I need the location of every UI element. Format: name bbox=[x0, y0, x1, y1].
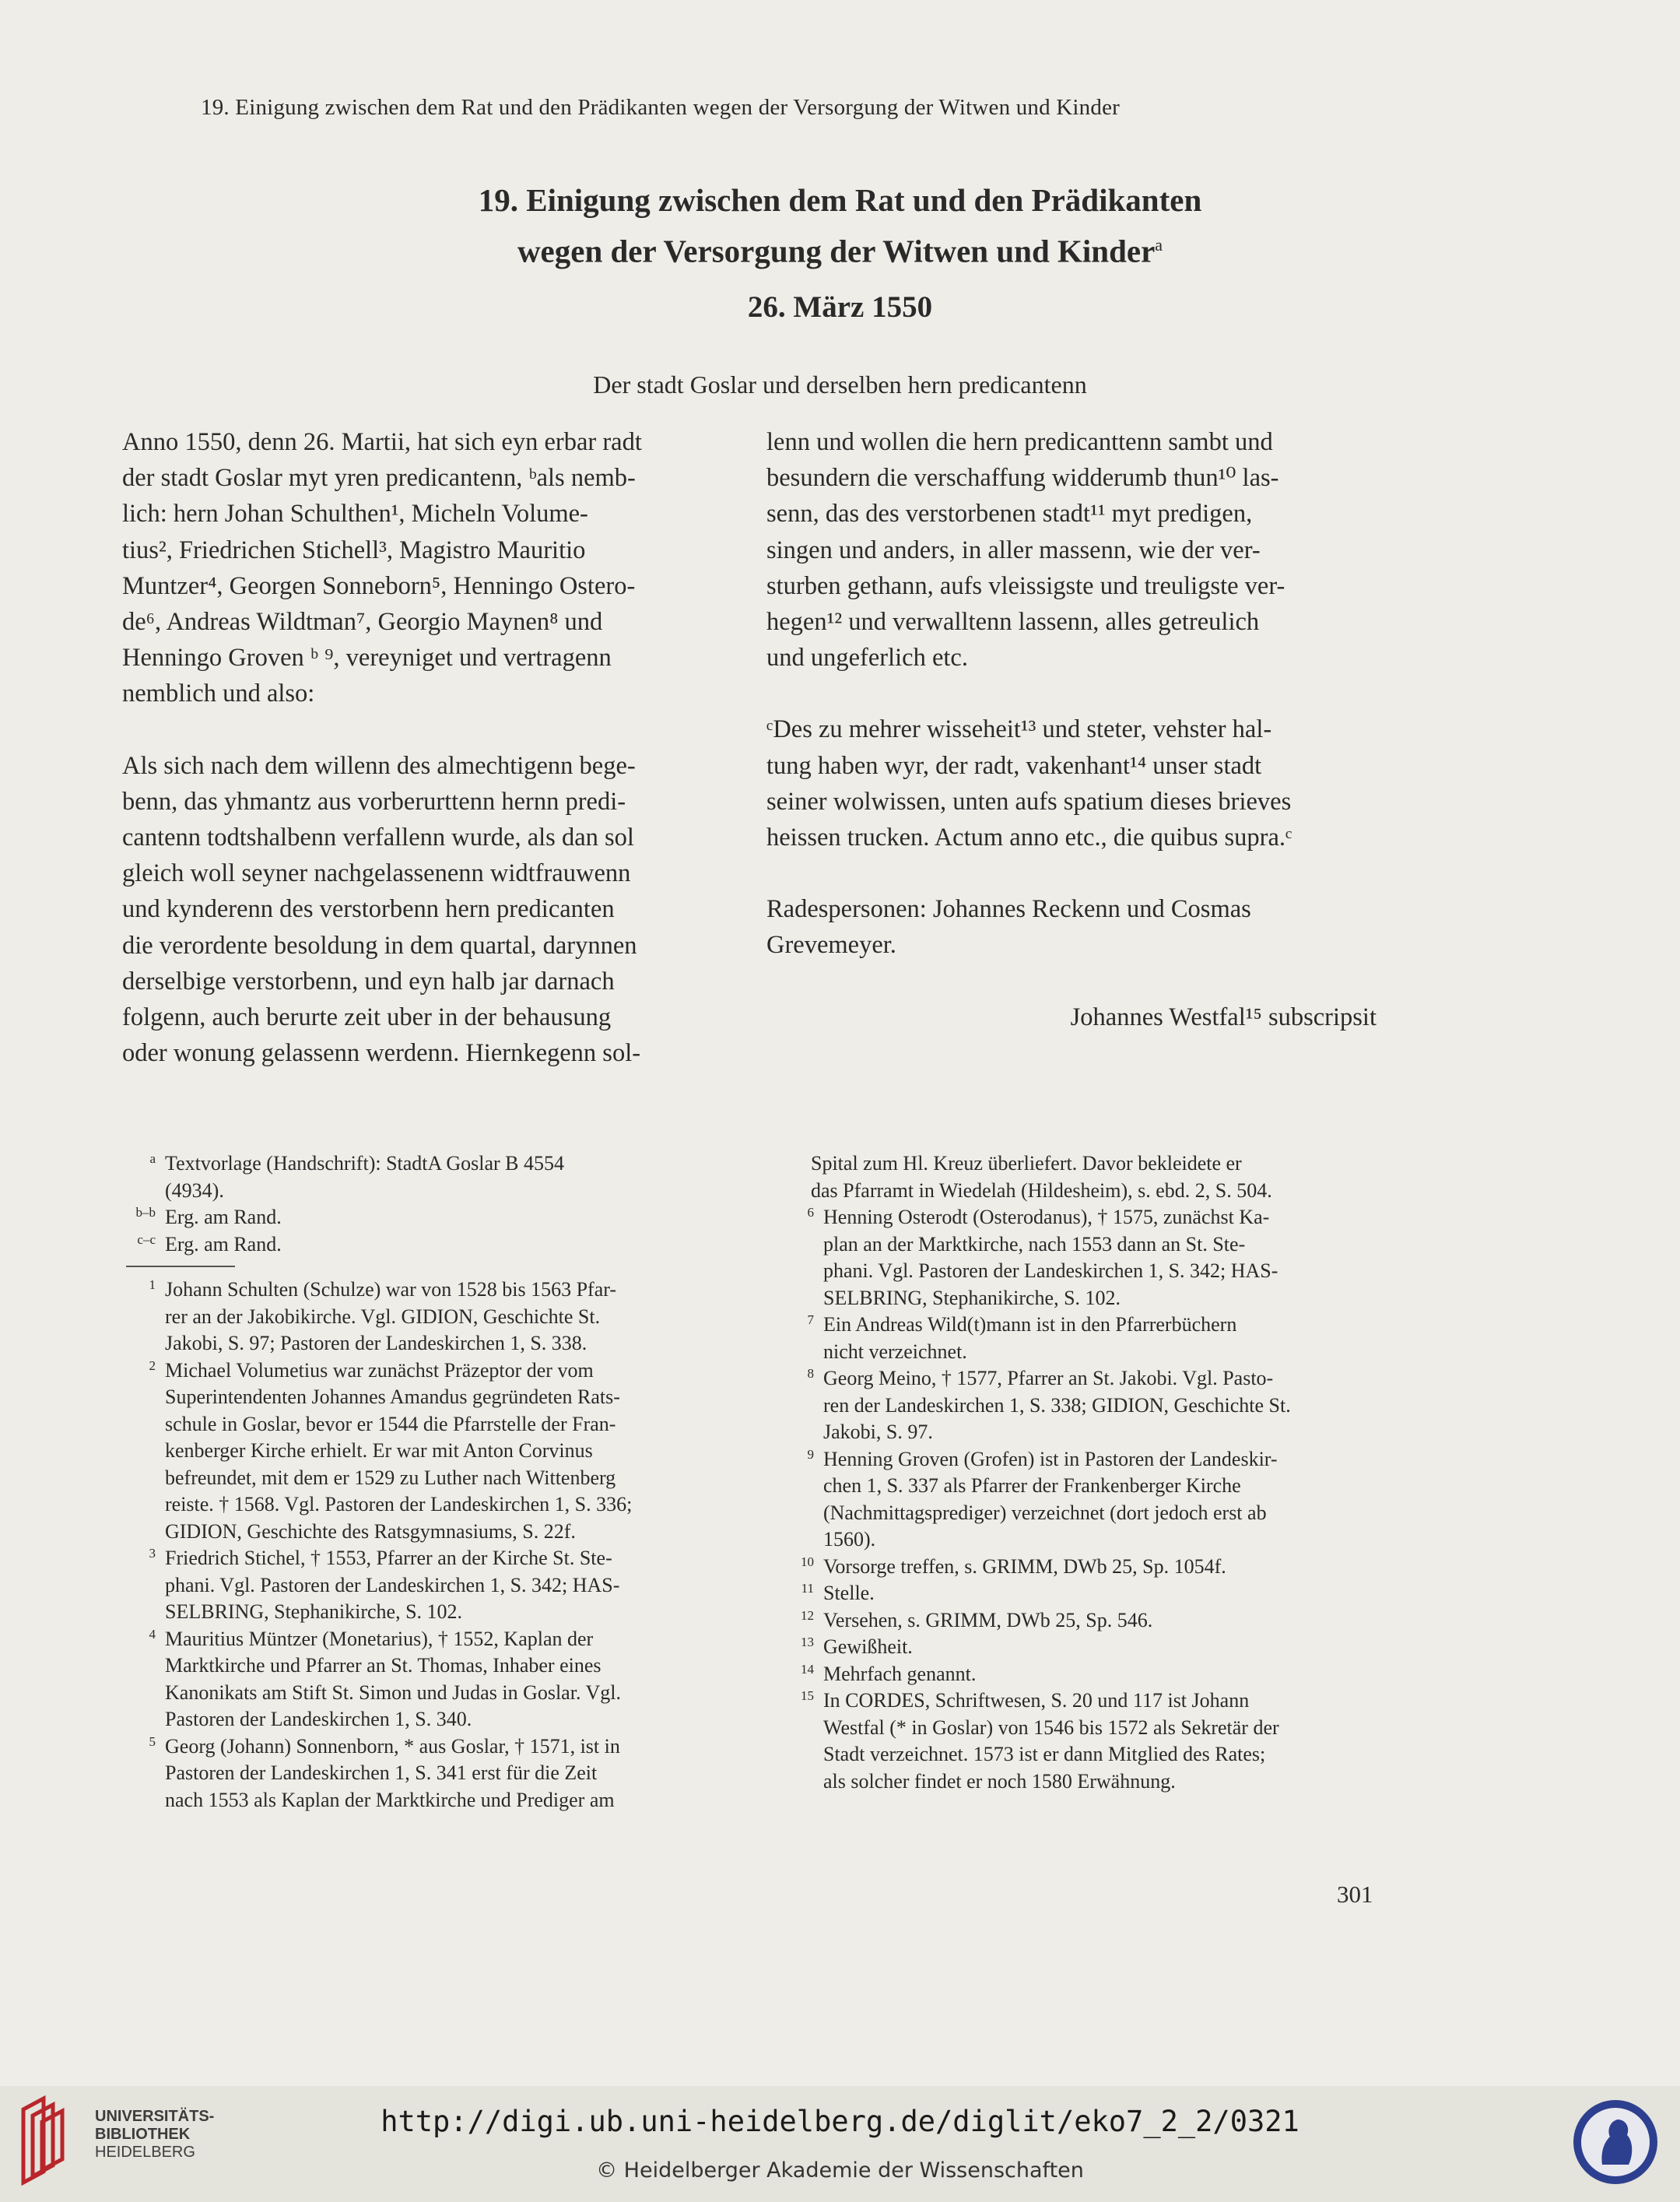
footnote-mark: 9 bbox=[807, 1446, 814, 1462]
footnote-mark: 5 bbox=[149, 1733, 156, 1749]
footnote-line: nach 1553 als Kaplan der Marktkirche und Prediger am bbox=[165, 1788, 615, 1811]
footnote-line: das Pfarramt in Wiedelah (Hildesheim), s. ebd. 2, S. 504. bbox=[811, 1178, 1272, 1202]
text-line: seiner wolwissen, unten aufs spatium dieses brieves bbox=[766, 787, 1292, 816]
text-line: gleich woll seyner nachgelassenenn widtfrauwenn bbox=[122, 859, 631, 888]
text-line: benn, das yhmantz aus vorberurttenn hernn predi- bbox=[122, 787, 626, 816]
footnote bbox=[784, 1687, 1380, 1795]
footnote-line: Kanonikats am Stift St. Simon und Judas in Goslar. Vgl. bbox=[165, 1680, 621, 1704]
footnote-line: plan an der Marktkirche, nach 1553 dann an St. Ste- bbox=[823, 1232, 1246, 1256]
footnote bbox=[126, 1231, 733, 1259]
footnote bbox=[126, 1357, 733, 1546]
right-paragraph-1 bbox=[766, 424, 1377, 676]
footer-bar bbox=[0, 2086, 1680, 2202]
text-line: senn, das des verstorbenen stadt¹¹ myt predigen, bbox=[766, 500, 1253, 529]
footnote-line: Erg. am Rand. bbox=[165, 1206, 282, 1228]
text-line: lenn und wollen die hern predicanttenn sambt und bbox=[766, 428, 1273, 456]
footnote-line: Jakobi, S. 97. bbox=[823, 1421, 933, 1443]
footnote-line: Ein Andreas Wild(t)mann ist in den Pfarrerbüchern bbox=[823, 1313, 1237, 1336]
footnote bbox=[784, 1661, 1380, 1688]
footnote-mark: 2 bbox=[149, 1357, 156, 1373]
footnote-line: Pastoren der Landeskirchen 1, S. 341 erst für die Zeit bbox=[165, 1761, 598, 1784]
footnote bbox=[784, 1607, 1380, 1635]
footnote-mark: 14 bbox=[801, 1661, 814, 1677]
academy-seal-icon bbox=[1571, 2098, 1660, 2186]
text-line: Muntzer⁴, Georgen Sonneborn⁵, Henningo Ostero- bbox=[122, 571, 636, 600]
footnote-mark: 1 bbox=[149, 1277, 156, 1292]
footnote-line: Friedrich Stichel, † 1553, Pfarrer an der Kirche St. Ste- bbox=[165, 1547, 612, 1569]
right-paragraph-3 bbox=[766, 891, 1377, 963]
footnote bbox=[784, 1634, 1380, 1661]
document-date: 26. März 1550 bbox=[747, 290, 933, 324]
footnote-mark: 13 bbox=[801, 1635, 814, 1649]
document-title bbox=[0, 177, 1680, 274]
footnote-line: Vorsorge treffen, s. GRIMM, DWb 25, Sp. 1054f. bbox=[823, 1554, 1226, 1578]
footnote-line: Versehen, s. GRIMM, DWb 25, Sp. 546. bbox=[823, 1608, 1153, 1631]
footnote-mark: 7 bbox=[807, 1312, 814, 1327]
text-line: Als sich nach dem willenn des almechtigenn bege- bbox=[122, 751, 636, 780]
main-text-right-column bbox=[766, 424, 1377, 1035]
text-line: hegen¹² und verwalltenn lassenn, alles getreulich bbox=[766, 608, 1260, 637]
footnote-line: phani. Vgl. Pastoren der Landeskirchen 1, S. 342; HAS- bbox=[165, 1573, 620, 1596]
left-paragraph-1 bbox=[122, 424, 731, 712]
text-line: und ungeferlich etc. bbox=[766, 644, 968, 673]
text-line: oder wonung gelassenn werdenn. Hiernkegenn sol- bbox=[122, 1039, 641, 1068]
footnote-line: GIDION, Geschichte des Ratsgymnasiums, S. 22f. bbox=[165, 1519, 576, 1543]
footnote-line: Gewißheit. bbox=[823, 1635, 913, 1658]
footnote-line: Mehrfach genannt. bbox=[823, 1662, 977, 1685]
footnote bbox=[784, 1150, 1380, 1204]
footnote-line: SELBRING, Stephanikirche, S. 102. bbox=[165, 1600, 463, 1623]
text-line: Radespersonen: Johannes Reckenn und Cosmas bbox=[766, 895, 1251, 924]
permalink-url[interactable]: http://digi.ub.uni-heidelberg.de/diglit/eko7_2_2/0321 bbox=[381, 2105, 1299, 2138]
signature: Johannes Westfal¹⁵ subscripsit bbox=[1070, 1003, 1377, 1031]
footnote-line: Westfal (* in Goslar) von 1546 bis 1572 als Sekretär der bbox=[823, 1716, 1279, 1739]
footnote-mark: 11 bbox=[801, 1581, 814, 1596]
text-line: heissen trucken. Actum anno etc., die quibus supra.ᶜ bbox=[766, 824, 1292, 852]
footnote-line: Erg. am Rand. bbox=[165, 1232, 282, 1256]
text-line: besundern die verschaffung widderumb thun¹⁰ las- bbox=[766, 464, 1279, 493]
footnote-line: Mauritius Müntzer (Monetarius), † 1552, Kaplan der bbox=[165, 1627, 594, 1650]
text-line: derselbige verstorbenn, und eyn halb jar darnach bbox=[122, 967, 615, 996]
footnote-mark: 4 bbox=[149, 1626, 156, 1642]
footnote-line: schule in Goslar, bevor er 1544 die Pfarrstelle der Fran- bbox=[165, 1412, 616, 1435]
footnote-mark: 3 bbox=[149, 1546, 156, 1561]
footnote-line: nicht verzeichnet. bbox=[823, 1340, 967, 1363]
footnote bbox=[126, 1626, 733, 1733]
footnote bbox=[784, 1312, 1380, 1365]
title-footnote-mark: a bbox=[1155, 235, 1163, 255]
footnote bbox=[126, 1204, 733, 1231]
footnote bbox=[784, 1580, 1380, 1607]
left-paragraph-2 bbox=[122, 748, 731, 1072]
footnotes-left-column bbox=[126, 1150, 733, 1814]
text-line: und kynderenn des verstorbenn hern predicanten bbox=[122, 895, 615, 924]
title-line-2-text: wegen der Versorgung der Witwen und Kinder bbox=[517, 233, 1156, 269]
footnote-line: Georg Meino, † 1577, Pfarrer an St. Jakobi. Vgl. Pasto- bbox=[823, 1367, 1274, 1389]
text-line: Grevemeyer. bbox=[766, 931, 896, 960]
text-line: lich: hern Johan Schulthen¹, Micheln Volume- bbox=[122, 500, 588, 529]
footnote bbox=[784, 1204, 1380, 1312]
main-text-left-column bbox=[122, 424, 731, 1071]
footnote-line: Henning Osterodt (Osterodanus), † 1575, zunächst Ka- bbox=[823, 1206, 1270, 1228]
text-line: Henningo Groven ᵇ ⁹, vereyniget und vertragenn bbox=[122, 644, 612, 673]
footnotes-right-column bbox=[784, 1150, 1380, 1795]
footnote-line: Pastoren der Landeskirchen 1, S. 340. bbox=[165, 1708, 472, 1730]
text-line: sturben gethann, aufs vleissigste und treuligste ver- bbox=[766, 571, 1285, 600]
title-line-2 bbox=[0, 223, 1680, 274]
footnote-line: Michael Volumetius war zunächst Präzeptor der vom bbox=[165, 1358, 594, 1382]
text-line: de⁶, Andreas Wildtman⁷, Georgio Maynen⁸ und bbox=[122, 608, 603, 637]
footnote bbox=[126, 1277, 733, 1357]
right-paragraph-2 bbox=[766, 711, 1377, 855]
footnote-line: Textvorlage (Handschrift): StadtA Goslar B 4554 bbox=[165, 1152, 565, 1175]
text-line: Anno 1550, denn 26. Martii, hat sich eyn erbar radt bbox=[122, 428, 642, 456]
text-line: cantenn todtshalbenn verfallenn wurde, als dan sol bbox=[122, 824, 634, 852]
footnote-mark: 10 bbox=[801, 1554, 814, 1569]
footnote-line: SELBRING, Stephanikirche, S. 102. bbox=[823, 1286, 1121, 1309]
footnote-line: In CORDES, Schriftwesen, S. 20 und 117 ist Johann bbox=[823, 1689, 1250, 1712]
text-line: tius², Friedrichen Stichell³, Magistro Mauritio bbox=[122, 536, 586, 564]
library-name-line-1: UNIVERSITÄTS- bbox=[95, 2108, 215, 2125]
footnote-line: ren der Landeskirchen 1, S. 338; GIDION, Geschichte St. bbox=[823, 1393, 1291, 1417]
document-subtitle: Der stadt Goslar und derselben hern predicantenn bbox=[593, 371, 1087, 399]
text-line: singen und anders, in aller massenn, wie der ver- bbox=[766, 536, 1261, 564]
library-name-line-3: HEIDELBERG bbox=[95, 2144, 195, 2161]
footnote-line: Jakobi, S. 97; Pastoren der Landeskirchen 1, S. 338. bbox=[165, 1332, 587, 1354]
footnote-line: chen 1, S. 337 als Pfarrer der Frankenberger Kirche bbox=[823, 1474, 1241, 1497]
text-line: der stadt Goslar myt yren predicantenn, ᵇals nemb- bbox=[122, 464, 636, 493]
footnote-mark: a bbox=[149, 1151, 156, 1166]
footnote-line: phani. Vgl. Pastoren der Landeskirchen 1, S. 342; HAS- bbox=[823, 1259, 1278, 1282]
footnote-mark: 12 bbox=[801, 1607, 814, 1623]
footnote-line: Superintendenten Johannes Amandus gegründeten Rats- bbox=[165, 1385, 620, 1408]
footnote-line: 1560). bbox=[823, 1528, 876, 1551]
library-name-line-2: BIBLIOTHEK bbox=[95, 2126, 191, 2143]
page-number: 301 bbox=[1337, 1881, 1373, 1908]
footnote-mark: 15 bbox=[801, 1688, 814, 1703]
footnote-line: Georg (Johann) Sonnenborn, * aus Goslar, † 1571, ist in bbox=[165, 1734, 620, 1758]
footnote bbox=[126, 1545, 733, 1626]
text-line: folgenn, auch berurte zeit uber in der behausung bbox=[122, 1003, 612, 1032]
footnote-line: Marktkirche und Pfarrer an St. Thomas, Inhaber eines bbox=[165, 1654, 602, 1677]
footnote-line: Johann Schulten (Schulze) war von 1528 bis 1563 Pfar- bbox=[165, 1278, 617, 1301]
footnote-line: (Nachmittagsprediger) verzeichnet (dort jedoch erst ab bbox=[823, 1501, 1267, 1524]
footnote bbox=[784, 1554, 1380, 1581]
footnote-line: Spital zum Hl. Kreuz überliefert. Davor bekleidete er bbox=[811, 1152, 1242, 1175]
footnote-mark: 6 bbox=[807, 1205, 814, 1220]
copyright-notice: © Heidelberger Akademie der Wissenschaften bbox=[596, 2158, 1084, 2183]
footnote-line: kenberger Kirche erhielt. Er war mit Anton Corvinus bbox=[165, 1439, 593, 1462]
footnote-line: Henning Groven (Grofen) ist in Pastoren der Landeskir- bbox=[823, 1447, 1278, 1470]
footnote-line: reiste. † 1568. Vgl. Pastoren der Landeskirchen 1, S. 336; bbox=[165, 1493, 633, 1515]
text-line: tung haben wyr, der radt, vakenhant¹⁴ unser stadt bbox=[766, 751, 1262, 780]
text-line: nemblich und also: bbox=[122, 680, 315, 708]
running-head: 19. Einigung zwischen dem Rat und den Prädikanten wegen der Versorgung der Witwen und Kinder bbox=[201, 95, 1121, 120]
text-line: die verordente besoldung in dem quartal, darynnen bbox=[122, 931, 637, 960]
footnote bbox=[784, 1446, 1380, 1554]
footnote-mark: b–b bbox=[135, 1205, 156, 1220]
footnote-line: als solcher findet er noch 1580 Erwähnung. bbox=[823, 1769, 1176, 1793]
footnote-line: Stadt verzeichnet. 1573 ist er dann Mitglied des Rates; bbox=[823, 1743, 1266, 1765]
footnote bbox=[126, 1150, 733, 1204]
footnote-line: (4934). bbox=[165, 1178, 224, 1202]
footnote bbox=[126, 1733, 733, 1814]
text-line: ᶜDes zu mehrer wisseheit¹³ und steter, vehster hal- bbox=[766, 715, 1272, 744]
footnote-mark: 8 bbox=[807, 1366, 814, 1381]
title-line-1: 19. Einigung zwischen dem Rat und den Prädikanten bbox=[478, 182, 1202, 218]
footnote-line: rer an der Jakobikirche. Vgl. GIDION, Geschichte St. bbox=[165, 1305, 601, 1328]
footnote-mark: c–c bbox=[137, 1231, 156, 1247]
footnote-separator bbox=[126, 1266, 235, 1267]
footnote bbox=[784, 1365, 1380, 1446]
footnote-line: Stelle. bbox=[823, 1582, 875, 1604]
footnote-line: befreundet, mit dem er 1529 zu Luther nach Wittenberg bbox=[165, 1466, 616, 1489]
